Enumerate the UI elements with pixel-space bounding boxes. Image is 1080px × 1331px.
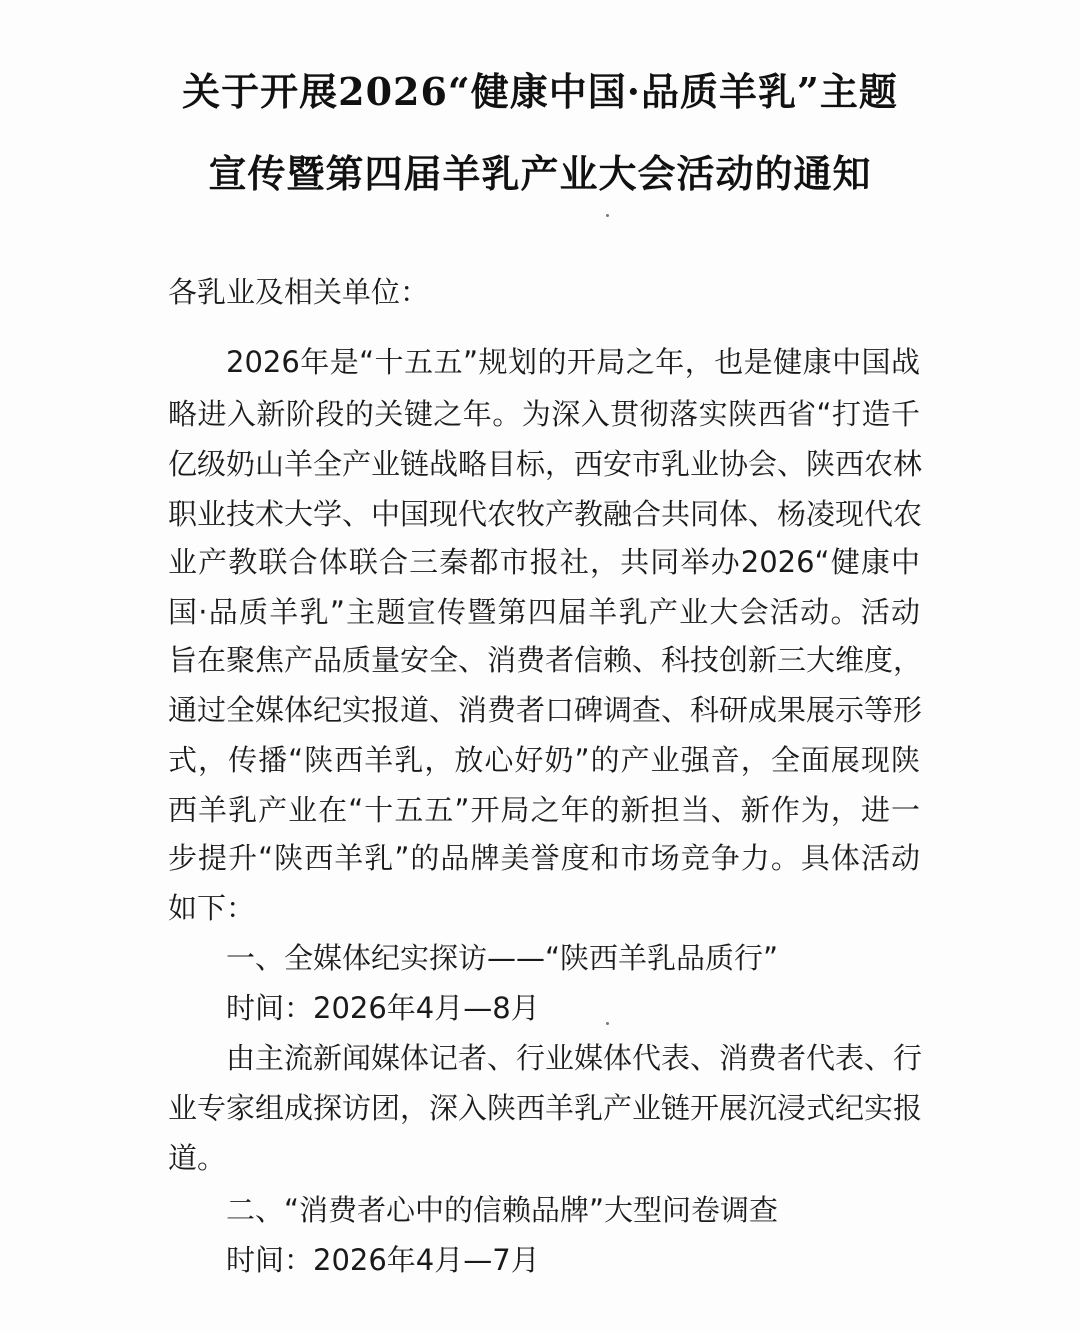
section-2-time: 时间：2026年4月—7月 xyxy=(226,1243,540,1277)
scan-speck xyxy=(606,1022,609,1025)
salutation: 各乳业及相关单位： xyxy=(168,275,430,309)
scan-speck xyxy=(606,214,609,217)
intro-line-11: 步提升“陕西羊乳”的品牌美誉度和市场竞争力。具体活动 xyxy=(168,841,920,875)
intro-line-10: 西羊乳产业在“十五五”开局之年的新担当、新作为，进一 xyxy=(168,793,920,827)
document-title-line-1: 关于开展2026“健康中国·品质羊乳”主题 xyxy=(182,69,898,114)
intro-line-1: 2026年是“十五五”规划的开局之年，也是健康中国战 xyxy=(226,345,920,379)
intro-line-9: 式，传播“陕西羊乳，放心好奶”的产业强音，全面展现陕 xyxy=(168,743,920,777)
section-1-time: 时间：2026年4月—8月 xyxy=(226,991,540,1025)
intro-line-4: 职业技术大学、中国现代农牧产教融合共同体、杨凌现代农 xyxy=(168,497,923,531)
section-2-heading: 二、“消费者心中的信赖品牌”大型问卷调查 xyxy=(226,1193,779,1227)
section-1-heading: 一、全媒体纪实探访——“陕西羊乳品质行” xyxy=(226,941,779,975)
intro-line-2: 略进入新阶段的关键之年。为深入贯彻落实陕西省“打造千 xyxy=(168,397,920,431)
section-1-desc-line-2: 业专家组成探访团，深入陕西羊乳产业链开展沉浸式纪实报 xyxy=(168,1091,923,1125)
intro-line-6: 国·品质羊乳”主题宣传暨第四届羊乳产业大会活动。活动 xyxy=(168,595,920,629)
section-1-desc-line-3: 道。 xyxy=(168,1141,227,1175)
intro-line-3: 亿级奶山羊全产业链战略目标，西安市乳业协会、陕西农林 xyxy=(168,447,923,481)
section-1-desc-line-1: 由主流新闻媒体记者、行业媒体代表、消费者代表、行 xyxy=(226,1041,923,1075)
intro-line-5: 业产教联合体联合三秦都市报社，共同举办2026“健康中 xyxy=(168,545,920,579)
document-title-line-2: 宣传暨第四届羊乳产业大会活动的通知 xyxy=(208,151,872,196)
intro-line-7: 旨在聚焦产品质量安全、消费者信赖、科技创新三大维度， xyxy=(168,643,923,677)
intro-line-8: 通过全媒体纪实报道、消费者口碑调查、科研成果展示等形 xyxy=(168,693,923,727)
intro-line-12: 如下： xyxy=(168,891,256,925)
